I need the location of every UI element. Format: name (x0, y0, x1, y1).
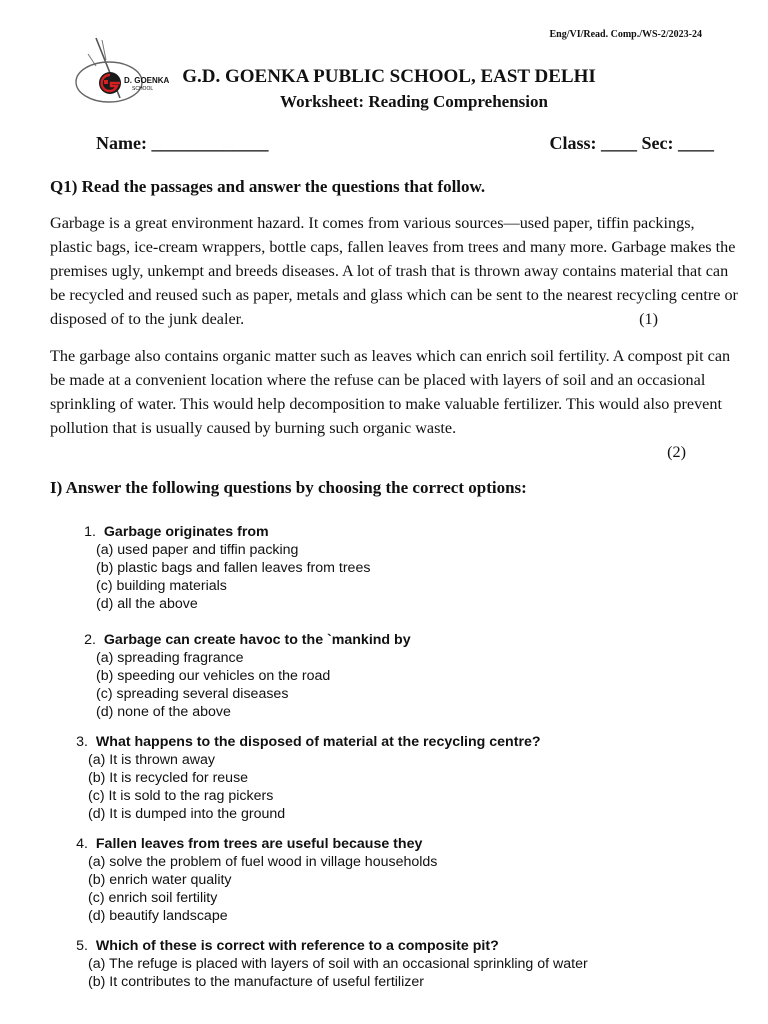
question-number: 5. (76, 938, 88, 954)
school-name: G.D. GOENKA PUBLIC SCHOOL, EAST DELHI (182, 66, 596, 87)
option-c: (c) enrich soil fertility (88, 890, 218, 906)
option-b: (b) speeding our vehicles on the road (96, 668, 331, 684)
passage-1 (50, 211, 740, 331)
option-b: (b) It contributes to the manufacture of useful fertilizer (88, 974, 424, 990)
mcq-question-3 (66, 733, 726, 823)
option-d: (d) It is dumped into the ground (88, 806, 286, 822)
option-c: (c) building materials (96, 578, 227, 594)
document-reference-code: Eng/VI/Read. Comp./WS-2/2023-24 (549, 29, 702, 40)
question-number: 1. (84, 524, 96, 540)
question-number: 2. (84, 632, 96, 648)
option-a: (a) used paper and tiffin packing (96, 542, 299, 558)
option-b: (b) plastic bags and fallen leaves from trees (96, 560, 371, 576)
option-a: (a) The refuge is placed with layers of soil with an occasional sprinkling of water (88, 956, 588, 972)
option-b: (b) enrich water quality (88, 872, 232, 888)
section-1-heading: I) Answer the following questions by choosing the correct options: (50, 478, 527, 497)
passage-2-marks: (2) (667, 443, 686, 461)
option-c: (c) It is sold to the rag pickers (88, 788, 274, 804)
option-a: (a) spreading fragrance (96, 650, 244, 666)
mcq-question-5 (66, 937, 726, 991)
option-a: (a) It is thrown away (88, 752, 215, 768)
mcq-question-4 (66, 835, 726, 925)
option-d: (d) beautify landscape (88, 908, 228, 924)
passage-1-marks: (1) (639, 310, 658, 328)
question-text: Which of these is correct with reference to a composite pit? (95, 938, 499, 954)
logo-text-main: D. GOENKA (124, 76, 170, 85)
name-field-label: Name: _____________ (96, 133, 269, 153)
passage-2 (50, 344, 740, 461)
question-text: Fallen leaves from trees are useful because they (95, 836, 423, 852)
logo-text-sub: SCHOOL (132, 86, 154, 92)
class-section-field-label: Class: ____ Sec: ____ (549, 133, 714, 153)
mcq-question-2 (66, 631, 726, 721)
question-text: Garbage originates from (103, 524, 269, 540)
option-d: (d) none of the above (96, 704, 231, 720)
option-d: (d) all the above (96, 596, 198, 612)
question-number: 3. (76, 734, 88, 750)
question-text: What happens to the disposed of material at the recycling centre? (95, 734, 541, 750)
question-number: 4. (76, 836, 88, 852)
mcq-question-1 (66, 523, 726, 613)
option-a: (a) solve the problem of fuel wood in village households (88, 854, 438, 870)
question-1-heading: Q1) Read the passages and answer the questions that follow. (50, 177, 486, 196)
passage-2-text: The garbage also contains organic matter such as leaves which can enrich soil fertility. A compost pit can be made at a convenient location where the refuse can be placed with layers of soil and an occasional sprinkling of water. This would help decomposition to make valuable fertilizer. This would also prevent pollution that is usually caused by burning such organic waste. (50, 347, 731, 437)
worksheet-title: Worksheet: Reading Comprehension (280, 92, 548, 111)
option-b: (b) It is recycled for reuse (88, 770, 249, 786)
option-c: (c) spreading several diseases (96, 686, 289, 702)
passage-1-text: Garbage is a great environment hazard. It comes from various sources—used paper, tiffin packings, plastic bags, ice-cream wrappers, bottle caps, fallen leaves from trees and many more. Garbage makes the premises ugly, unkempt and breeds diseases. A lot of trash that is thrown away contains material that can be recycled and reused such as paper, metals and glass which can be sent to the nearest recycling centre or disposed of to the junk dealer. (50, 214, 738, 328)
question-text: Garbage can create havoc to the `mankind by (103, 632, 411, 648)
